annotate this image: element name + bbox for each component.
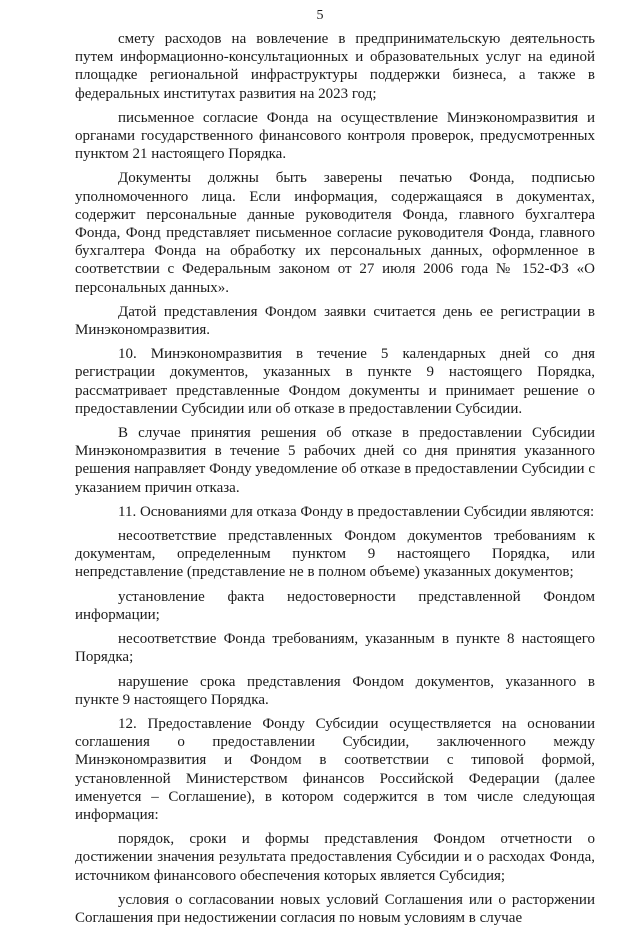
paragraph: письменное согласие Фонда на осуществление Минэкономразвития и органами государственного финансового контроля проверок, предусмотренных пунктом 21 настоящего Порядка. (75, 109, 595, 163)
paragraph: Документы должны быть заверены печатью Фонда, подписью уполномоченного лица. Если информация, содержащаяся в документах, содержит персональные данные руководителя Фонда, главного бухгалтера Фонда, Фонд представляет письменное согласие руководителя Фонда, главного бухгалтера Фонда на обработку их персональных данных, оформленное в соответствии с Федеральным законом от 27 июля 2006 года № 152-ФЗ «О персональных данных». (75, 170, 595, 296)
paragraph: 12. Предоставление Фонду Субсидии осуществляется на основании соглашения о предоставлении Субсидии, заключенного между Минэкономразвития и Фондом в соответствии с типовой формой, установленной Министерством финансов Российской Федерации (далее именуется – Соглашение), в котором содержится в том числе следующая информация: (75, 715, 595, 823)
paragraph: несоответствие представленных Фондом документов требованиям к документам, определенным пунктом 9 настоящего Порядка, или непредставление (представление не в полном объеме) указанных документов; (75, 528, 595, 581)
document-body (75, 30, 595, 927)
paragraph: нарушение срока представления Фондом документов, указанного в пункте 9 настоящего Порядка. (75, 673, 595, 708)
paragraph: условия о согласовании новых условий Соглашения или о расторжении Соглашения при недостижении согласия по новым условиям в случае (75, 891, 595, 926)
page-number: 5 (316, 8, 324, 23)
paragraph: несоответствие Фонда требованиям, указанным в пункте 8 настоящего Порядка; (75, 631, 595, 666)
paragraph: Датой представления Фондом заявки считается день ее регистрации в Минэкономразвития. (75, 303, 595, 339)
paragraph: смету расходов на вовлечение в предпринимательскую деятельность путем информационно-консультационных и образовательных услуг на единой площадке региональной инфраструктуры поддержки бизнеса, а также в федеральных институтах развития на 2023 год; (75, 31, 595, 102)
paragraph: установление факта недостоверности представленной Фондом информации; (75, 588, 595, 623)
paragraph: В случае принятия решения об отказе в предоставлении Субсидии Минэкономразвития в течение 5 рабочих дней со дня принятия указанного решения направляет Фонду уведомление об отказе в предоставлении Субсидии с указанием причин отказа. (75, 425, 595, 496)
paragraph: порядок, сроки и формы представления Фондом отчетности о достижении значения результата предоставления Субсидии и о расходах Фонда, источником финансового обеспечения которых является Субсидия; (75, 831, 595, 884)
paragraph: 11. Основаниями для отказа Фонду в предоставлении Субсидии являются: (118, 503, 595, 520)
paragraph: 10. Минэкономразвития в течение 5 календарных дней со дня регистрации документов, указанных в пункте 9 настоящего Порядка, рассматривает представленные Фондом документы и принимает решение о предоставлении Субсидии или об отказе в предоставлении Субсидии. (75, 346, 595, 417)
